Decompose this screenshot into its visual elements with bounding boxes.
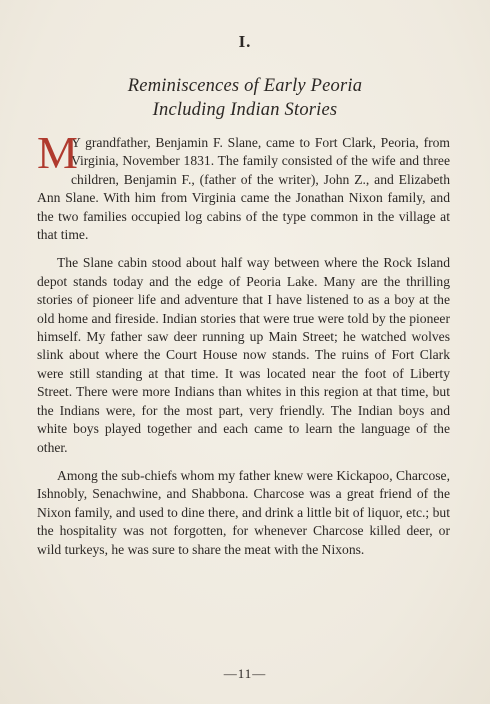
chapter-title: [0, 74, 490, 122]
page-number: —11—: [223, 666, 267, 681]
paragraph-2: The Slane cabin stood about half way between where the Rock Island depot stands today and the edge of Peoria Lake. Many are the thrilling stories of pioneer life and adventure that I have listened to as a boy at the old home and fireside. Indian stories that were true were told by the pioneer himself. My father saw deer running up Main Street; he watched wolves slink about where the Court House now stands. The ruins of Fort Clark were still standing at that time. It was located near the foot of Liberty Street. There were more Indians than whites in this region at that time, but the Indians were, for the most part, very friendly. The Indian boys and white boys played together and each came to learn the language of the other.: [37, 255, 450, 455]
paragraph-1-text: Y grandfather, Benjamin F. Slane, came to Fort Clark, Peoria, from Virginia, November 1831. The family consisted of the wife and three children, Benjamin F., (father of the writer), John Z., and Elizabeth Ann Slane. With him from Virginia came the Jonathan Nixon family, and the two families occupied log cabins of the type common in the village at that time.: [37, 135, 450, 243]
chapter-body: [37, 127, 450, 569]
chapter-title-line-2: Including Indian Stories: [152, 100, 338, 120]
paragraph-3: Among the sub-chiefs whom my father knew were Kickapoo, Charcose, Ishnobly, Senachwine, and Shabbona. Charcose was a great friend of the Nixon family, and used to dine there, and drink a little bit of liquor, etc.; but the hospitality was not forgotten, for whenever Charcose killed deer, or wild turkeys, he was sure to share the meat with the Nixons.: [37, 467, 450, 557]
drop-cap-box: [37, 127, 78, 178]
paragraph-1: [37, 127, 450, 244]
chapter-number: I.: [238, 32, 252, 51]
chapter-title-line-1: Reminiscences of Early Peoria: [127, 76, 363, 96]
drop-cap-letter: M: [37, 127, 78, 178]
